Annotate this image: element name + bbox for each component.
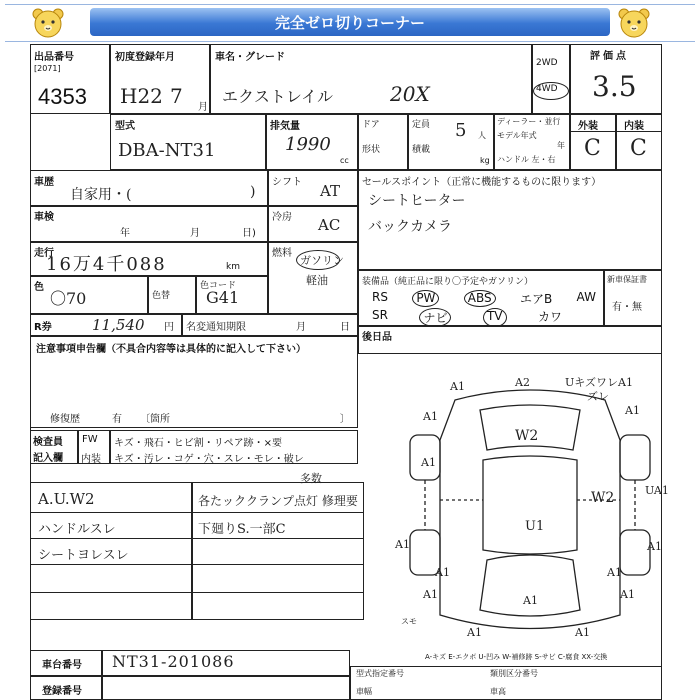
ac-label: 冷房: [272, 212, 292, 223]
new-cert-label: 新車保証書: [607, 275, 647, 284]
chassis-value: NT31-201086: [112, 652, 235, 671]
interior-check-label: 内装: [81, 454, 101, 465]
disp-label: 排気量: [270, 121, 300, 132]
shift-label: シフト: [272, 177, 302, 188]
interior-label: 内装: [624, 121, 644, 132]
damage-mark: W2: [515, 428, 539, 444]
inspection-label: 車検: [34, 212, 54, 223]
remark2-1: 各たッククランプ点灯 修理要: [198, 494, 358, 508]
first-reg-era: H22: [120, 84, 163, 108]
recycle-unit: 円: [164, 322, 174, 333]
stamp-4: 車高: [490, 687, 506, 696]
damage-mark: UA1: [645, 484, 669, 497]
door-label: ドア: [362, 120, 380, 130]
color-value: 〇70: [50, 289, 87, 308]
inspection-month: 月: [190, 228, 200, 239]
equip-item: SR: [372, 308, 388, 322]
bear-mascot-icon: [617, 7, 651, 39]
recycle-label: R券: [34, 322, 52, 333]
entry-label: 記入欄: [33, 453, 63, 464]
capacity-label: 定員: [412, 120, 431, 130]
damage-diagram: [395, 376, 669, 650]
fuel-label: 燃料: [272, 248, 292, 259]
disp-value: 1990: [285, 134, 331, 155]
legend: A-キズ E-エクボ U-凹み W-補修跡 S-サビ C-腐食 XX-交換: [425, 653, 608, 661]
fuel-diesel: 軽油: [306, 274, 328, 287]
name-change-label: 名変通知期限: [186, 322, 246, 333]
divider: [30, 538, 192, 539]
color-code-label: 色コード: [200, 281, 237, 291]
exterior-value: C: [584, 136, 601, 161]
inspector-label: 検査員: [33, 437, 63, 448]
type-label: 型式: [115, 121, 135, 132]
damage-mark: A1: [625, 404, 640, 417]
remark2-2: 下廻りS.一部C: [198, 522, 286, 537]
mileage-value: 16万4千088: [46, 254, 167, 275]
damage-mark: A1: [620, 588, 635, 601]
damage-mark: スモ: [401, 617, 417, 626]
banner-title: 完全ゼロ切りコーナー: [274, 14, 425, 32]
damage-mark: A1: [647, 540, 662, 553]
equip-item: ABS: [464, 290, 496, 307]
divider: [192, 512, 364, 513]
mileage-label: 走行: [34, 248, 54, 259]
divider: [192, 564, 364, 565]
regno-label: 登録番号: [42, 686, 82, 697]
repair-place: 〔箇所: [140, 414, 170, 425]
remark-2: ハンドルスレ: [38, 522, 116, 537]
damage-mark: A1: [523, 594, 538, 607]
equip-row-1: [372, 290, 602, 307]
remark2-top: 多数: [300, 472, 322, 485]
equip-item: TV: [483, 308, 507, 327]
shift-value: AT: [320, 182, 341, 200]
color-code-value: G41: [206, 288, 240, 307]
score-value: 3.5: [592, 70, 637, 103]
lot-number: 4353: [38, 84, 87, 109]
repair-label: 修復歴: [50, 414, 80, 425]
grade-value: 20X: [390, 82, 430, 106]
history-close: ): [250, 184, 256, 200]
damage-mark: ズレ: [587, 390, 609, 403]
year-unit: 年: [557, 141, 565, 150]
inspection-box: [30, 206, 268, 242]
capacity-value: 5: [455, 120, 467, 141]
regno-value-box: [102, 676, 350, 700]
drive-box: [532, 44, 570, 114]
damage-mark: W2: [591, 490, 615, 506]
bear-mascot-icon: [31, 7, 65, 39]
first-reg-label: 初度登録年月: [115, 52, 175, 63]
color-label: 色: [34, 282, 44, 293]
selling-item-1: シートヒーター: [368, 193, 466, 209]
equip-item: エアB: [519, 292, 553, 306]
handle-label: ハンドル 左・右: [497, 155, 556, 164]
drive-2wd: 2WD: [536, 58, 558, 68]
interior-value: C: [630, 136, 647, 161]
stamp-2: 類別区分番号: [490, 669, 538, 678]
inspection-day: 日): [242, 228, 256, 239]
inspection-line-2: キズ・汚レ・コゲ・穴・スレ・モレ・破レ: [114, 454, 304, 465]
name-change-month: 月: [296, 322, 306, 333]
mileage-unit: km: [226, 262, 240, 272]
load-label: 積載: [412, 145, 431, 155]
equip-row-2: [372, 308, 562, 327]
history-value: 自家用・(: [70, 187, 132, 203]
model-year-label: モデル年式: [497, 131, 537, 140]
remark-1: A.U.W2: [38, 490, 95, 508]
selling-label: セールスポイント（正常に機能するものに限ります）: [362, 177, 602, 188]
first-reg-month: 7: [170, 84, 183, 108]
repair-value: 有: [112, 414, 122, 425]
exterior-label: 外装: [578, 121, 598, 132]
divider: [192, 592, 364, 593]
equip-item: AW: [576, 290, 596, 304]
damage-mark: A1: [395, 538, 410, 551]
damage-mark: A1: [423, 588, 438, 601]
recycle-value: 11,540: [92, 316, 145, 334]
shape-label: 形状: [362, 145, 381, 155]
banner: [5, 4, 695, 42]
name-change-day: 日: [340, 322, 350, 333]
repair-close: 〕: [340, 414, 350, 425]
chassis-label: 車台番号: [42, 660, 82, 671]
banner-bar: [90, 8, 610, 36]
divider: [30, 564, 192, 565]
lot-label: 出品番号: [34, 52, 74, 63]
model-label: 車名・グレード: [215, 52, 285, 63]
disp-unit: cc: [340, 156, 349, 165]
fw-label: FW: [82, 434, 98, 445]
equip-label: 装備品（純正品に限り〇予定やガソリン）: [362, 277, 534, 287]
equip-item: PW: [412, 290, 439, 307]
equip-item: ナビ: [419, 308, 451, 327]
inspection-year: 年: [120, 228, 130, 239]
stamp-3: 車幅: [356, 687, 372, 696]
ac-value: AC: [318, 216, 341, 234]
notes-label: 注意事項申告欄（不具合内容等は具体的に記入して下さい）: [36, 344, 306, 355]
first-reg-month-unit: 月: [198, 102, 208, 113]
lot-sub: [2071]: [34, 64, 61, 73]
dealer-label: ディーラー・並行: [497, 117, 561, 126]
capacity-unit: 人: [478, 131, 486, 140]
damage-mark: A1: [435, 566, 450, 579]
equip-item: カワ: [537, 310, 562, 324]
stamp-1: 型式指定番号: [356, 669, 404, 678]
color-box: [30, 276, 148, 314]
remark-3: シートヨレスレ: [38, 548, 129, 563]
fuel-gas: ガソリン: [300, 254, 344, 267]
back-box: [358, 326, 662, 354]
damage-mark: A1: [575, 626, 590, 639]
history-box: [30, 170, 268, 206]
damage-mark: A1: [467, 626, 482, 639]
damage-mark: A1: [421, 456, 436, 469]
new-cert-value: 有・無: [612, 302, 642, 313]
damage-mark: U1: [525, 519, 545, 534]
damage-mark: A1: [607, 566, 622, 579]
model-value: エクストレイル: [222, 87, 334, 106]
inspection-line-1: キズ・飛石・ヒビ割・リペア跡・×要: [114, 438, 282, 449]
back-label: 後日品: [362, 332, 392, 343]
color-change-label: 色替: [152, 291, 171, 301]
score-label: 評価点: [590, 51, 629, 62]
damage-mark: A1: [423, 410, 438, 423]
divider: [192, 538, 364, 539]
type-value: DBA-NT31: [118, 140, 216, 161]
drive-4wd: 4WD: [536, 84, 558, 94]
damage-mark: A2: [515, 376, 530, 389]
selling-item-2: バックカメラ: [368, 219, 452, 235]
history-label: 車歴: [34, 177, 54, 188]
load-unit: kg: [480, 156, 490, 165]
damage-mark: A1: [450, 380, 465, 393]
divider: [30, 592, 192, 593]
divider: [30, 512, 192, 513]
damage-mark: UキズワレA1: [565, 376, 633, 389]
equip-item: RS: [372, 290, 388, 304]
